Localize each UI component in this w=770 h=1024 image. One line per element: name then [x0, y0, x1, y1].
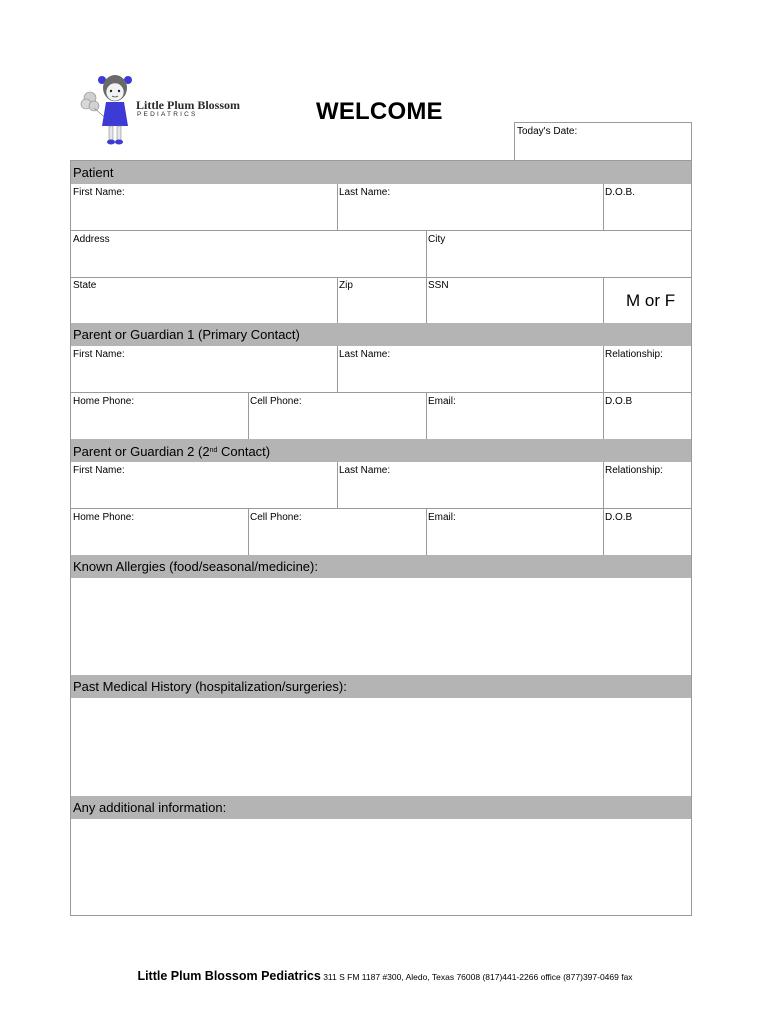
- allergies-section-header: Known Allergies (food/seasonal/medicine):: [71, 555, 691, 578]
- address-label: Address: [73, 234, 110, 245]
- patient-ssn-field[interactable]: [426, 277, 603, 323]
- additional-section-header: Any additional information:: [71, 796, 691, 819]
- page-title: WELCOME: [316, 98, 443, 125]
- allergies-textarea[interactable]: [71, 578, 691, 675]
- patient-state-field[interactable]: [71, 277, 337, 323]
- cell-phone-label: Cell Phone:: [250, 512, 302, 523]
- brand-subtitle: PEDIATRICS: [137, 111, 198, 118]
- guardian1-section-header: Parent or Guardian 1 (Primary Contact): [71, 323, 691, 346]
- todays-date-label: Today's Date:: [517, 126, 578, 137]
- dob-label: D.O.B.: [605, 187, 636, 198]
- brand-name: Little Plum Blossom: [136, 98, 240, 112]
- first-name-label: First Name:: [73, 349, 125, 360]
- first-name-label: First Name:: [73, 465, 125, 476]
- home-phone-label: Home Phone:: [73, 512, 135, 523]
- girl-with-flowers-icon: [80, 68, 136, 150]
- history-section-header: Past Medical History (hospitalization/surgeries):: [71, 675, 691, 698]
- todays-date-field[interactable]: [514, 122, 692, 161]
- city-label: City: [428, 234, 446, 245]
- state-label: State: [73, 280, 97, 291]
- patient-address-field[interactable]: [71, 231, 426, 277]
- guardian2-home-phone-field[interactable]: [71, 509, 248, 555]
- guardian1-first-name-field[interactable]: [71, 346, 337, 392]
- home-phone-label: Home Phone:: [73, 396, 135, 407]
- footer-practice-name: Little Plum Blossom Pediatrics: [137, 969, 321, 983]
- last-name-label: Last Name:: [339, 465, 391, 476]
- patient-first-name-field[interactable]: [71, 184, 337, 230]
- guardian1-home-phone-field[interactable]: [71, 393, 248, 439]
- footer-contact-details: 311 S FM 1187 #300, Aledo, Texas 76008 (817)441-2266 office (877)397-0469 fax: [320, 972, 633, 982]
- additional-textarea[interactable]: [71, 819, 691, 915]
- guardian2-dob-field[interactable]: [603, 509, 691, 555]
- ssn-label: SSN: [428, 280, 449, 291]
- guardian2-cell-phone-field[interactable]: [248, 509, 426, 555]
- patient-last-name-field[interactable]: [337, 184, 603, 230]
- guardian1-relationship-field[interactable]: [603, 346, 691, 392]
- email-label: Email:: [428, 512, 456, 523]
- patient-zip-field[interactable]: [337, 277, 426, 323]
- logo: [80, 68, 250, 150]
- cell-phone-label: Cell Phone:: [250, 396, 302, 407]
- patient-city-field[interactable]: [426, 231, 691, 277]
- guardian2-section-header: Parent or Guardian 2 (2nd Contact): [71, 439, 691, 462]
- guardian1-cell-phone-field[interactable]: [248, 393, 426, 439]
- guardian2-relationship-field[interactable]: [603, 462, 691, 508]
- guardian1-dob-field[interactable]: [603, 393, 691, 439]
- relationship-label: Relationship:: [605, 465, 663, 476]
- last-name-label: Last Name:: [339, 349, 391, 360]
- gender-field[interactable]: M or F: [626, 291, 676, 310]
- patient-section-header: Patient: [71, 161, 691, 184]
- guardian1-last-name-field[interactable]: [337, 346, 603, 392]
- first-name-label: First Name:: [73, 187, 125, 198]
- dob-label: D.O.B: [605, 396, 633, 407]
- dob-label: D.O.B: [605, 512, 633, 523]
- footer: [0, 969, 770, 983]
- guardian2-email-field[interactable]: [426, 509, 603, 555]
- relationship-label: Relationship:: [605, 349, 663, 360]
- patient-dob-field[interactable]: [603, 184, 691, 230]
- guardian2-last-name-field[interactable]: [337, 462, 603, 508]
- last-name-label: Last Name:: [339, 187, 391, 198]
- intake-form: [70, 160, 692, 916]
- email-label: Email:: [428, 396, 456, 407]
- guardian2-first-name-field[interactable]: [71, 462, 337, 508]
- zip-label: Zip: [339, 280, 353, 291]
- history-textarea[interactable]: [71, 698, 691, 796]
- guardian1-email-field[interactable]: [426, 393, 603, 439]
